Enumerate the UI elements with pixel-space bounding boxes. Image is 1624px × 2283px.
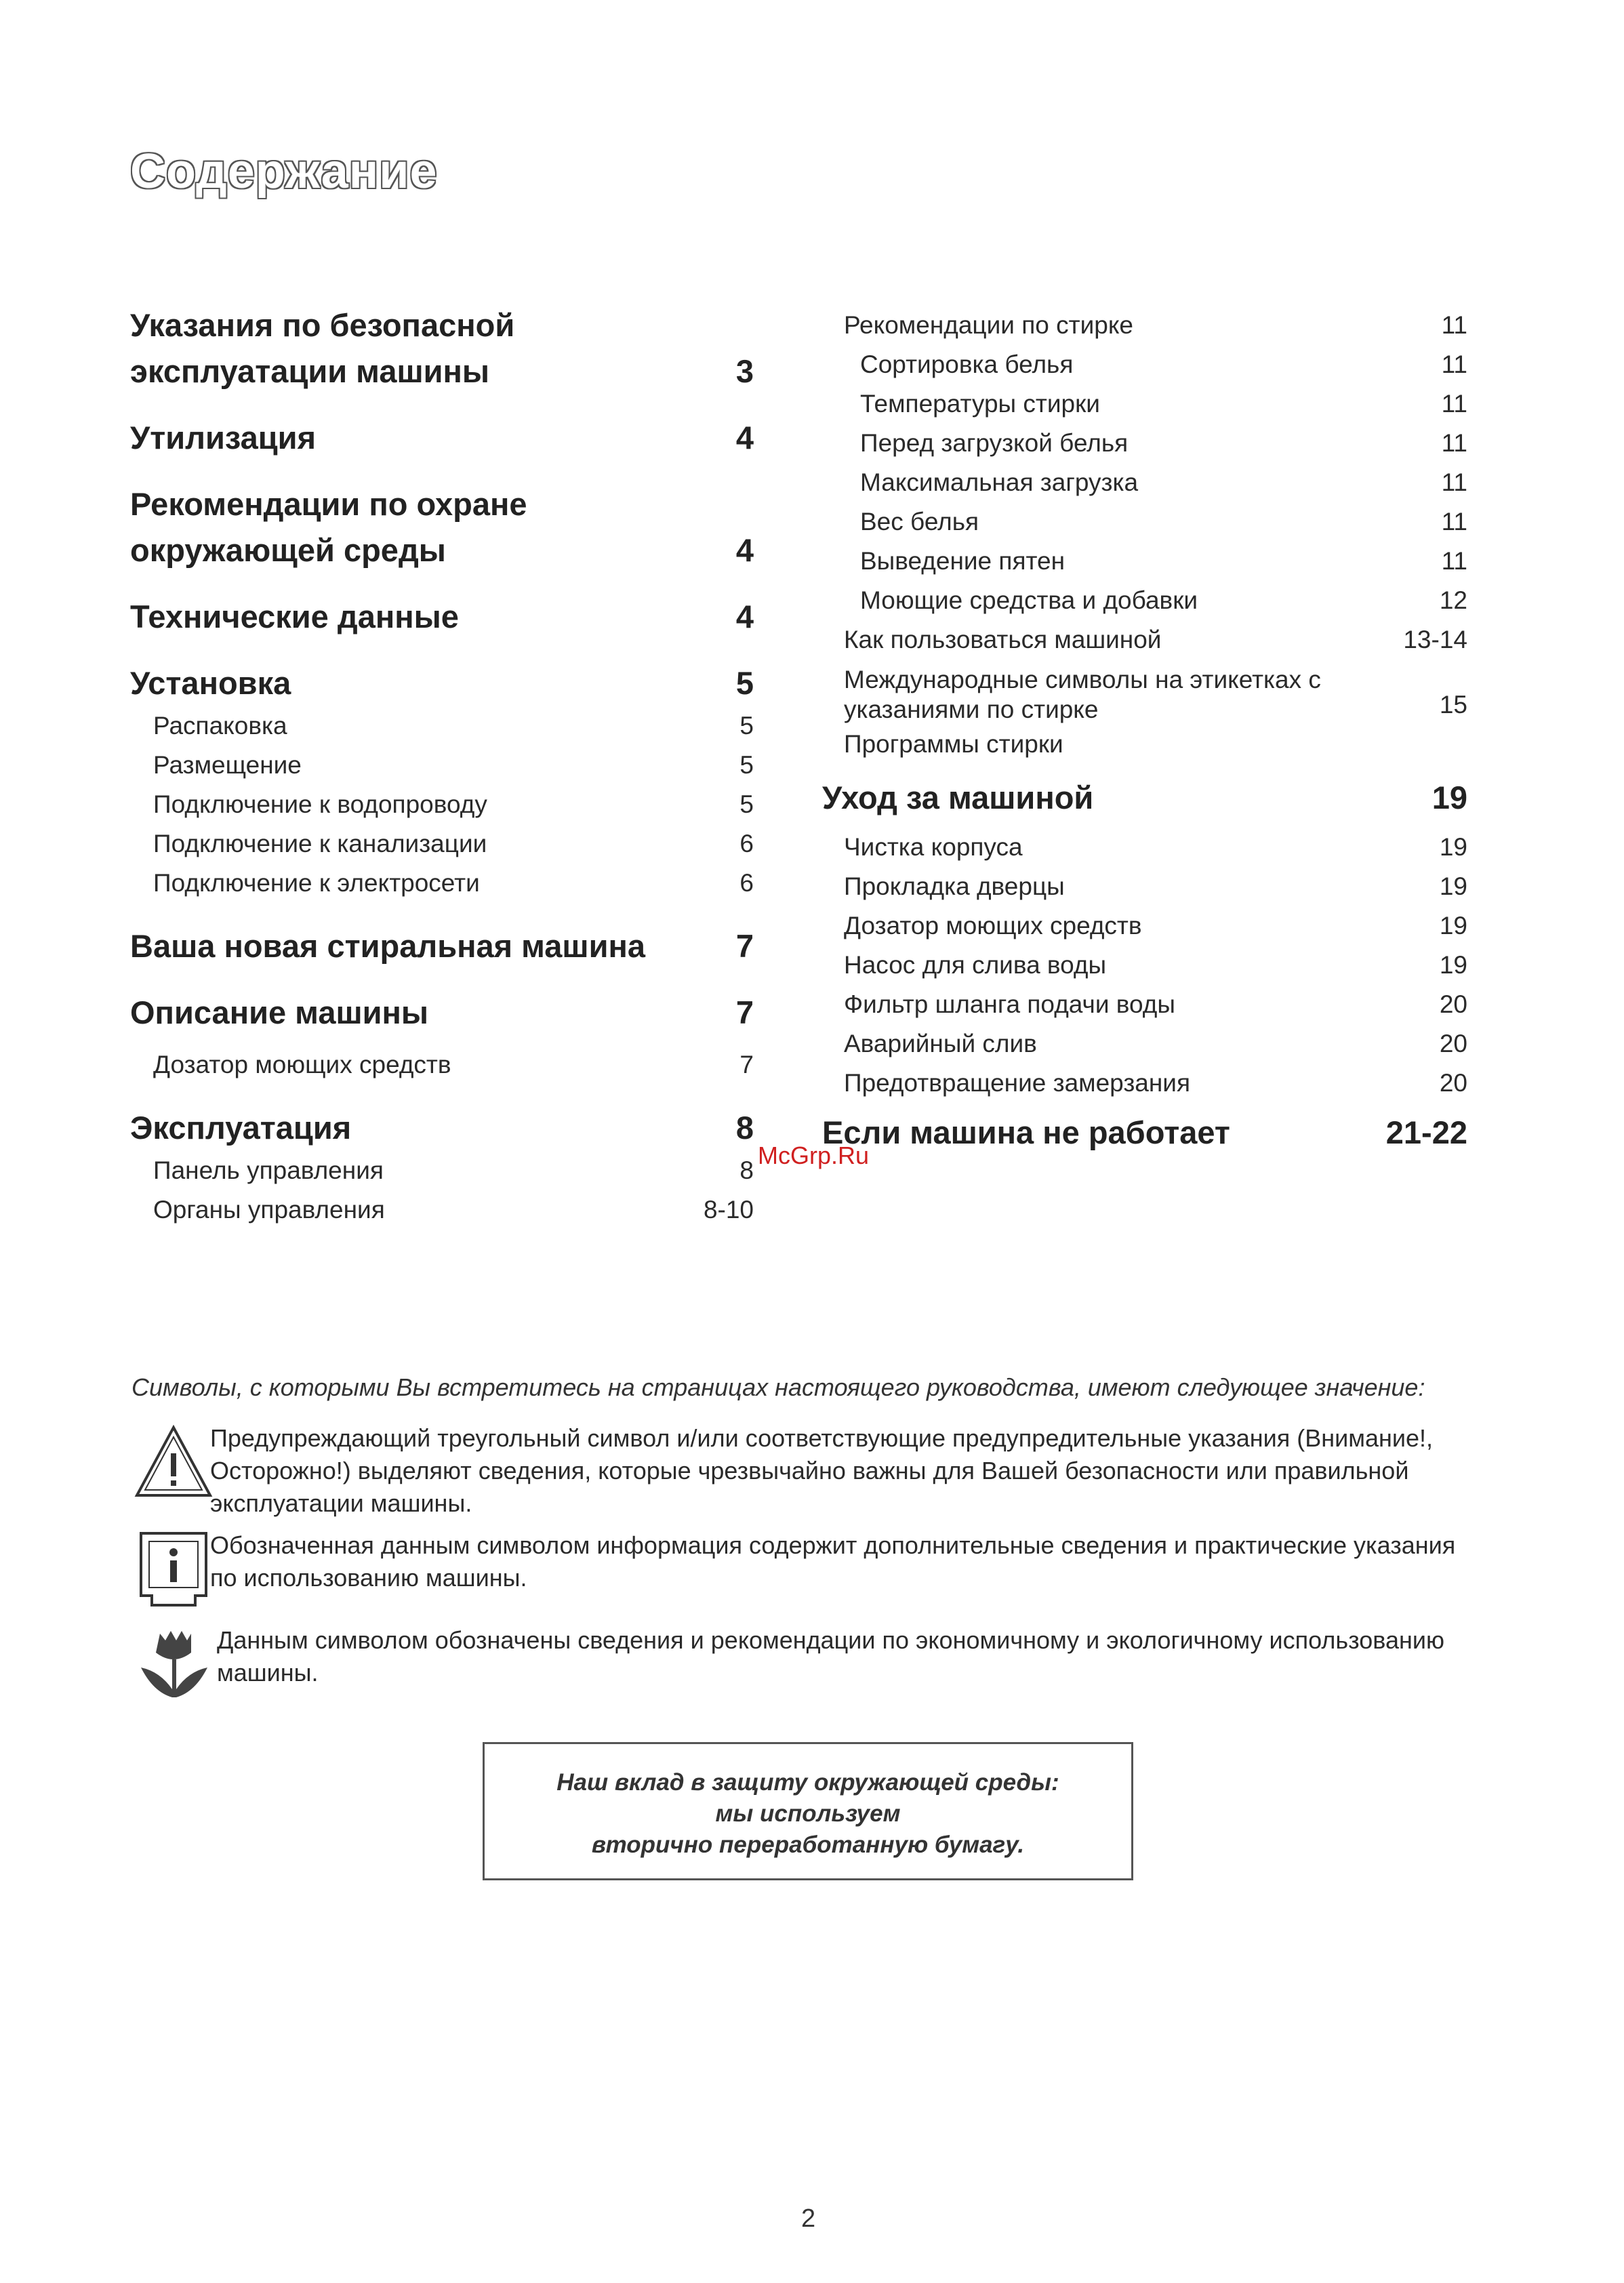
toc-subentry[interactable] xyxy=(844,384,1467,424)
toc-entry-label: Описание машины xyxy=(130,994,429,1030)
toc-subentry[interactable] xyxy=(844,306,1467,345)
eco-notice-line: вторично переработанную бумагу. xyxy=(591,1832,1025,1858)
toc-entry[interactable] xyxy=(130,660,754,706)
toc-entry-label: Программы стирки xyxy=(844,730,1063,758)
toc-subentry[interactable] xyxy=(130,824,754,864)
toc-entry-label: Вес белья xyxy=(860,508,979,536)
toc-entry-page: 19 xyxy=(1439,872,1467,900)
toc-entry-page: 21-22 xyxy=(1385,1114,1467,1150)
toc-entry-page: 11 xyxy=(1441,311,1467,339)
tulip-icon xyxy=(133,1624,214,1705)
eco-notice-line: Наш вклад в защиту окружающей среды: xyxy=(556,1769,1059,1796)
symbols-intro: Символы, с которыми Вы встретитесь на страницах настоящего руководства, имеют следующее значение: xyxy=(131,1373,1425,1401)
toc-entry-label: Выведение пятен xyxy=(860,547,1065,575)
toc-entry-label: Технические данные xyxy=(130,599,459,634)
toc-entry-label: Распаковка xyxy=(153,712,287,740)
toc-entry-label: Дозатор моющих средств xyxy=(844,912,1142,940)
toc-entry-label: Если машина не работает xyxy=(822,1114,1230,1150)
toc-entry-page: 6 xyxy=(739,869,754,897)
toc-subentry[interactable] xyxy=(844,424,1467,463)
symbol-info xyxy=(133,1529,1488,1611)
toc-entry-page: 4 xyxy=(735,599,754,634)
toc-entry-page: 5 xyxy=(739,790,754,818)
toc-entry-label: Утилизация xyxy=(130,420,316,456)
toc-entry-page: 5 xyxy=(739,751,754,779)
toc-subentry[interactable] xyxy=(844,581,1467,620)
toc-entry-page: 6 xyxy=(739,830,754,857)
toc-entry-label: Насос для слива воды xyxy=(844,951,1107,979)
toc-entry-label: Температуры стирки xyxy=(860,390,1100,418)
symbol-eco-text: Данным символом обозначены сведения и рекомендации по экономичному и экологичному использованию машины. xyxy=(217,1626,1444,1686)
toc-entry-label: Сортировка белья xyxy=(860,350,1074,378)
toc-entry-page: 7 xyxy=(735,928,754,964)
toc-entry-page: 11 xyxy=(1441,390,1467,418)
toc-entry-page: 15 xyxy=(1439,691,1467,719)
watermark: McGrp.Ru xyxy=(758,1142,870,1169)
toc-subentry[interactable] xyxy=(844,985,1467,1024)
toc-entry-page: 11 xyxy=(1441,429,1467,457)
toc-entry-label: Перед загрузкой белья xyxy=(860,429,1129,457)
toc-entry[interactable] xyxy=(130,1105,754,1151)
toc-entry[interactable] xyxy=(822,1110,1467,1156)
warning-triangle-icon xyxy=(133,1422,214,1503)
toc-entry[interactable] xyxy=(822,775,1467,821)
toc-entry-page: 8 xyxy=(735,1110,754,1146)
toc-entry-page: 11 xyxy=(1441,508,1467,536)
toc-subentry[interactable] xyxy=(844,665,1467,725)
toc-entry[interactable] xyxy=(130,415,754,461)
toc-subentry[interactable] xyxy=(844,946,1467,985)
toc-entry-label: Моющие средства и добавки xyxy=(860,586,1198,614)
toc-entry-page: 4 xyxy=(735,532,754,568)
toc-entry[interactable] xyxy=(130,923,754,969)
symbol-eco xyxy=(133,1624,1488,1705)
toc-entry-page: 11 xyxy=(1441,547,1467,575)
toc-subentry[interactable] xyxy=(844,345,1467,384)
toc-entry-page: 3 xyxy=(735,353,754,389)
toc-entry[interactable] xyxy=(130,594,754,640)
toc-entry-label: Предотвращение замерзания xyxy=(844,1069,1191,1097)
toc-entry-page: 11 xyxy=(1441,350,1467,378)
toc-entry-label: Установка xyxy=(130,665,291,701)
page-number: 2 xyxy=(801,2204,816,2233)
toc-entry-page: 19 xyxy=(1439,833,1467,861)
toc-entry-label: Указания по безопасной эксплуатации машины xyxy=(130,307,515,389)
toc-subentry[interactable] xyxy=(844,620,1467,660)
toc-entry-label: Размещение xyxy=(153,751,302,779)
toc-entry-label: Подключение к канализации xyxy=(153,830,487,857)
toc-subentry[interactable] xyxy=(130,785,754,824)
toc-entry-page: 11 xyxy=(1441,468,1467,496)
toc-entry-page: 19 xyxy=(1439,912,1467,940)
eco-notice-line: мы используем xyxy=(715,1800,901,1827)
toc-subentry[interactable] xyxy=(130,746,754,785)
toc-entry-page: 12 xyxy=(1439,586,1467,614)
toc-subentry[interactable] xyxy=(130,864,754,903)
toc-subentry[interactable] xyxy=(130,1045,754,1085)
toc-entry-label: Органы управления xyxy=(153,1196,385,1224)
toc-entry-page: 20 xyxy=(1439,1069,1467,1097)
eco-notice-box xyxy=(483,1742,1133,1880)
toc-entry[interactable] xyxy=(130,990,754,1036)
toc-entry-label: Как пользоваться машиной xyxy=(844,626,1162,653)
toc-entry-page: 20 xyxy=(1439,990,1467,1018)
toc-subentry[interactable] xyxy=(844,725,1467,764)
info-icon xyxy=(133,1529,214,1611)
toc-subentry[interactable] xyxy=(844,867,1467,906)
toc-entry[interactable] xyxy=(130,302,754,395)
toc-entry[interactable] xyxy=(130,481,754,573)
toc-entry-page: 7 xyxy=(739,1051,754,1078)
symbol-warning xyxy=(133,1422,1488,1520)
toc-entry-label: Эксплуатация xyxy=(130,1110,352,1146)
toc-subentry[interactable] xyxy=(844,1064,1467,1103)
toc-subentry[interactable] xyxy=(844,502,1467,542)
toc-right-column xyxy=(822,306,1467,1156)
toc-entry-label: Максимальная загрузка xyxy=(860,468,1139,496)
toc-entry-label: Аварийный слив xyxy=(844,1030,1037,1057)
symbol-warning-text: Предупреждающий треугольный символ и/или соответствующие предупредительные указания (Внимание!, Осторожно!) выделяют сведения, которые чрезвычайно важны для Вашей безопасности или правильной эксплуатации машины. xyxy=(210,1424,1434,1517)
toc-entry-page: 7 xyxy=(735,994,754,1030)
symbol-info-text: Обозначенная данным символом информация содержит дополнительные сведения и практические указания по использованию машины. xyxy=(210,1531,1456,1592)
toc-subentry[interactable] xyxy=(130,1151,754,1190)
toc-entry-page: 8-10 xyxy=(703,1196,754,1224)
toc-entry-label: Подключение к водопроводу xyxy=(153,790,487,818)
toc-entry-page: 8 xyxy=(739,1156,754,1184)
toc-entry-label: Чистка корпуса xyxy=(844,833,1023,861)
toc-entry-page: 19 xyxy=(1439,951,1467,979)
toc-left-column xyxy=(130,302,754,1230)
toc-entry-page: 13-14 xyxy=(1403,626,1467,653)
toc-subentry[interactable] xyxy=(844,828,1467,867)
toc-entry-page: 5 xyxy=(739,712,754,740)
toc-entry-page: 4 xyxy=(735,420,754,456)
toc-entry-label: Уход за машиной xyxy=(822,780,1094,815)
toc-entry-label: Рекомендации по охране окружающей среды xyxy=(130,486,527,568)
toc-entry-label: Подключение к электросети xyxy=(153,869,480,897)
page-title: Содержание xyxy=(130,144,438,199)
toc-subentry[interactable] xyxy=(844,906,1467,946)
toc-entry-label: Панель управления xyxy=(153,1156,384,1184)
toc-subentry[interactable] xyxy=(130,1190,754,1230)
toc-entry-label: Международные символы на этикетках с указаниями по стирке xyxy=(844,666,1321,723)
toc-entry-page: 5 xyxy=(735,665,754,701)
toc-subentry[interactable] xyxy=(130,706,754,746)
toc-subentry[interactable] xyxy=(844,463,1467,502)
toc-subentry[interactable] xyxy=(844,542,1467,581)
toc-entry-label: Дозатор моющих средств xyxy=(153,1051,451,1078)
toc-entry-label: Ваша новая стиральная машина xyxy=(130,928,645,964)
toc-entry-label: Фильтр шланга подачи воды xyxy=(844,990,1175,1018)
toc-entry-label: Прокладка дверцы xyxy=(844,872,1065,900)
toc-subentry[interactable] xyxy=(844,1024,1467,1064)
toc-entry-label: Рекомендации по стирке xyxy=(844,311,1133,339)
toc-entry-page: 20 xyxy=(1439,1030,1467,1057)
toc-entry-page: 19 xyxy=(1432,780,1467,815)
